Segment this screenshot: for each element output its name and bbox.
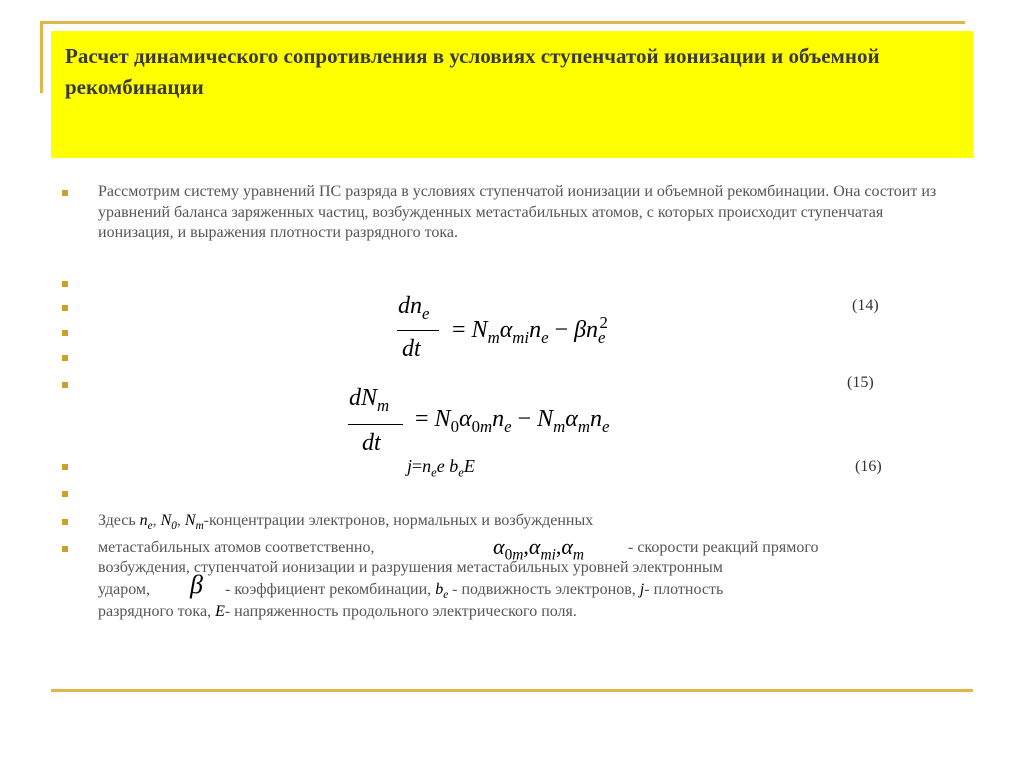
beta-symbol: β [190, 570, 203, 599]
bullet [62, 355, 68, 361]
definitions-line-1: Здесь $n_e$, $N_0$, $N_m$-концентрации электронов, нормальных и возбужденных [98, 512, 594, 533]
line4a: ударом, [98, 581, 151, 598]
definitions-line-5: разрядного тока, E- напряженность продольного электрического поля. [98, 603, 577, 620]
intro-paragraph: Рассмотрим систему уравнений ПС разряда в условиях ступенчатой ионизации и объемной рекомбинации. Она состоит из уравнений баланса заряженных частиц, возбужденных метастабильных атомов, с которых происходит ступенчатая ионизация, и выражения плотности разрядного тока. [98, 183, 937, 241]
definitions-line-2 [98, 538, 374, 559]
alpha-symbols: $\alpha_{0m},\alpha_{mi},\alpha_m$ [493, 534, 585, 564]
eq14-fraction-bar [397, 330, 439, 331]
eq14-denominator: dt [402, 336, 421, 362]
bullet [62, 281, 68, 287]
bullet [62, 519, 68, 525]
here-suffix: -концентрации электронов, нормальных и возбужденных [203, 512, 594, 529]
bottom-divider [51, 689, 973, 692]
eq15-rhs: = $N_0\alpha_{0m}n_e - N_m\alpha_mn_e$ [415, 406, 610, 436]
eq16: $j=n_ee$ $b_eE$ [407, 456, 475, 480]
eq14-rhs: = $N_m\alpha_{mi}n_e - \beta n_e^2$ [452, 313, 608, 347]
line4c: - подвижность электронов, [452, 581, 636, 598]
bullet [62, 382, 68, 388]
eq14-numerator: $dn_e$ [398, 293, 430, 323]
bullet [62, 491, 68, 497]
bullet [62, 190, 68, 196]
eq15-numerator: $dN_m$ [349, 385, 390, 415]
definitions-line-4: - коэффициент рекомбинации, $b_e$ - подвижность электронов, j- плотность [225, 581, 724, 602]
eq15-number: (15) [847, 374, 874, 391]
frame-left-line [40, 21, 43, 93]
line2b: - скорости реакций прямого [628, 539, 819, 556]
line5b: - напряженность продольного электрического поля. [224, 603, 577, 620]
line4d: - плотность [644, 581, 724, 598]
title-box [51, 31, 973, 158]
line5a: разрядного тока, [98, 603, 212, 620]
slide-title: Расчет динамического сопротивления в условиях ступенчатой ионизации и объемной рекомбинации [65, 44, 880, 99]
frame-top-line [40, 21, 965, 24]
eq15-denominator: dt [362, 430, 381, 456]
bullet [62, 330, 68, 336]
eq15-fraction-bar [348, 424, 403, 425]
line4b: - коэффициент рекомбинации, [225, 581, 432, 598]
definitions-line-3: возбуждения, ступенчатой ионизации и разрушения метастабильных уровней электронным [98, 559, 723, 576]
bullet [62, 546, 68, 552]
line2a: метастабильных атомов соответственно, [98, 539, 375, 556]
bullet [62, 464, 68, 470]
eq16-number: (16) [855, 458, 882, 475]
eq14-number: (14) [852, 297, 879, 314]
bullet [62, 305, 68, 311]
here-prefix: Здесь [98, 512, 140, 529]
